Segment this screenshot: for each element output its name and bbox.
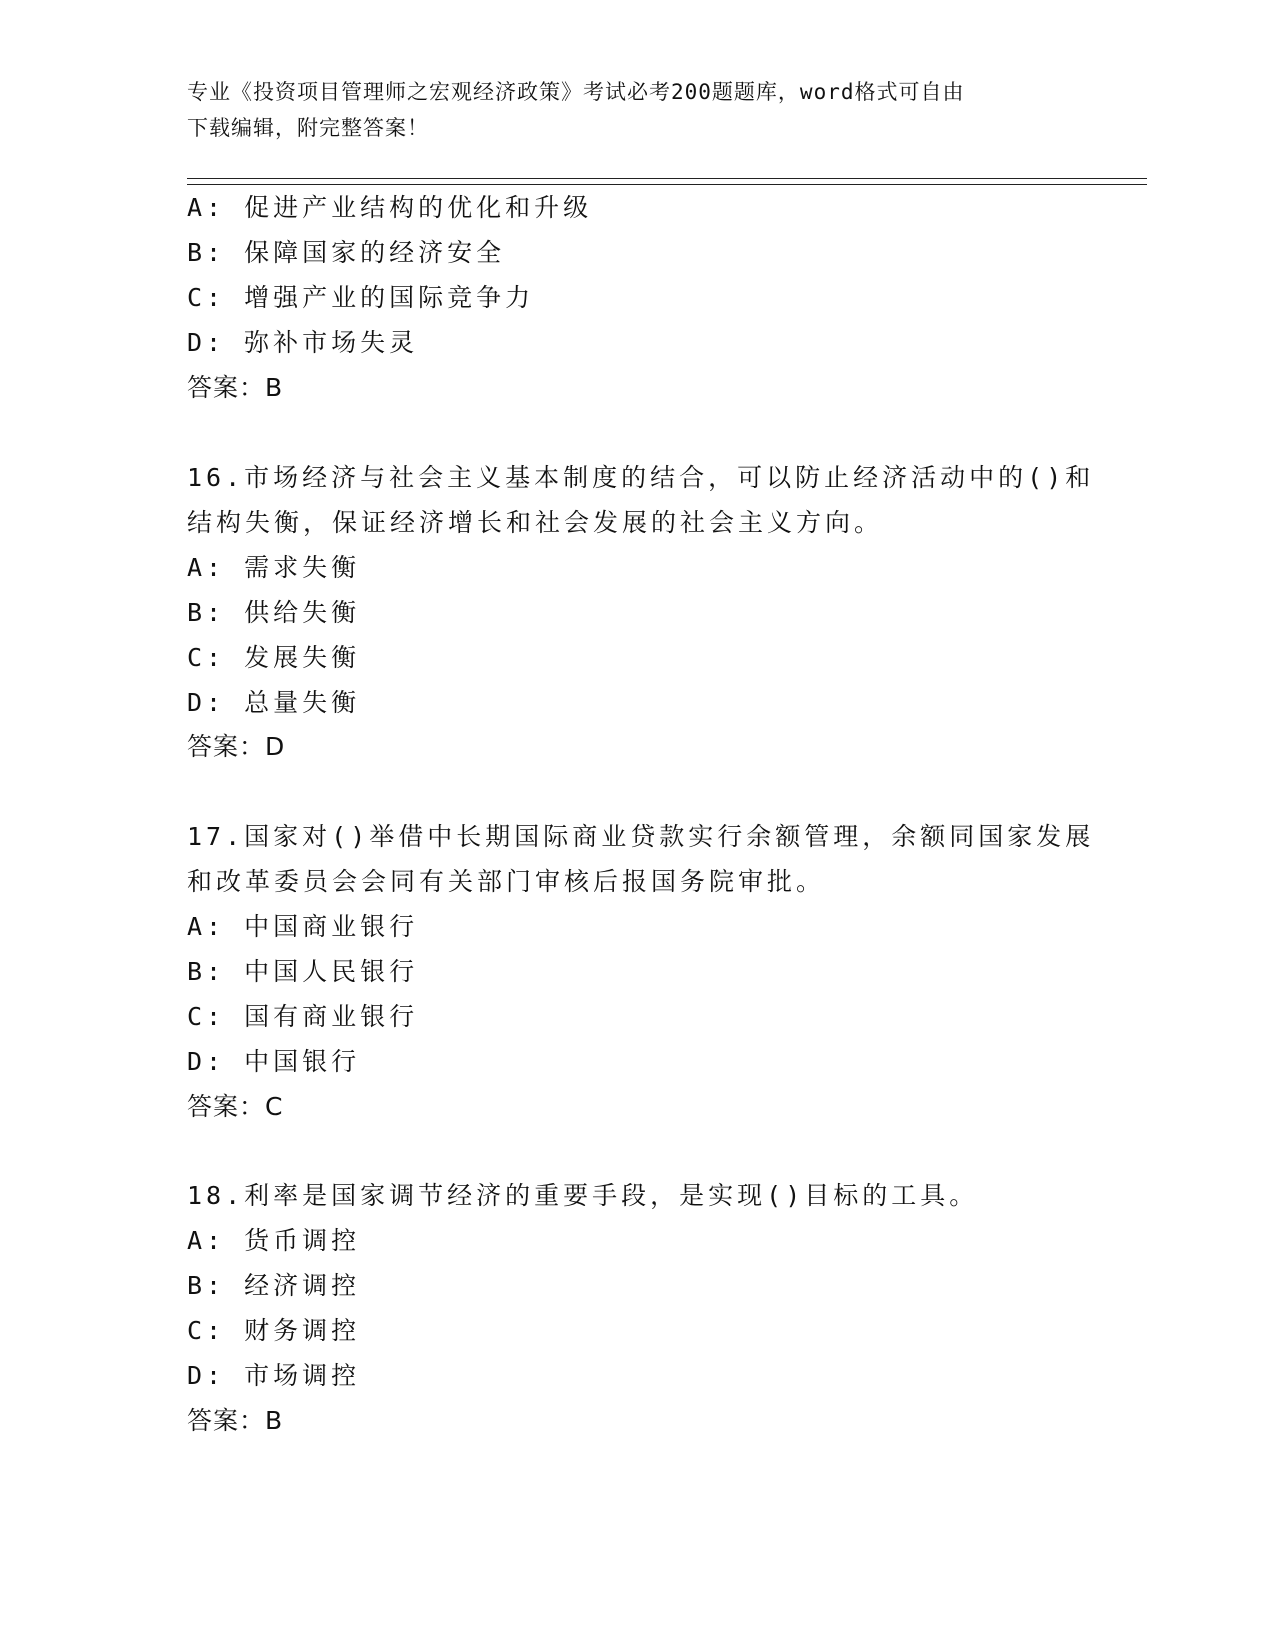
q17-option-c: C: 国有商业银行: [187, 1002, 419, 1031]
header-divider-top: [187, 178, 1147, 179]
document-header: [187, 74, 1067, 146]
q15-answer: 答案：B: [187, 373, 284, 402]
q16-option-d: D: 总量失衡: [187, 688, 361, 717]
q15-option-c: C: 增强产业的国际竞争力: [187, 283, 535, 312]
q16-option-b: B: 供给失衡: [187, 598, 361, 627]
q16-option-c: C: 发展失衡: [187, 643, 361, 672]
q18-option-a: A: 货币调控: [187, 1226, 361, 1255]
q17-option-b: B: 中国人民银行: [187, 957, 419, 986]
q16-answer: 答案：D: [187, 732, 286, 761]
q16-stem-line-2: 结构失衡，保证经济增长和社会发展的社会主义方向。: [187, 508, 884, 537]
q18-option-b: B: 经济调控: [187, 1271, 361, 1300]
header-line-1: 专业《投资项目管理师之宏观经济政策》考试必考200题题库，word格式可自由: [187, 80, 965, 104]
q18-answer: 答案：B: [187, 1406, 284, 1435]
q16-option-a: A: 需求失衡: [187, 553, 361, 582]
q18-stem-line-1: 18.利率是国家调节经济的重要手段，是实现()目标的工具。: [187, 1181, 979, 1210]
q17-answer: 答案：C: [187, 1092, 284, 1121]
q16-stem-line-1: 16.市场经济与社会主义基本制度的结合，可以防止经济活动中的()和: [187, 463, 1095, 492]
q17-option-d: D: 中国银行: [187, 1047, 361, 1076]
q15-option-d: D: 弥补市场失灵: [187, 328, 419, 357]
q15-option-a: A: 促进产业结构的优化和升级: [187, 193, 593, 222]
q18-option-d: D: 市场调控: [187, 1361, 361, 1390]
q15-option-b: B: 保障国家的经济安全: [187, 238, 506, 267]
q17-stem-line-1: 17.国家对()举借中长期国际商业贷款实行余额管理，余额同国家发展: [187, 822, 1095, 851]
q17-option-a: A: 中国商业银行: [187, 912, 419, 941]
header-line-2: 下载编辑，附完整答案！: [187, 116, 429, 140]
header-divider-bottom: [187, 184, 1147, 185]
q17-stem-line-2: 和改革委员会会同有关部门审核后报国务院审批。: [187, 867, 826, 896]
q18-option-c: C: 财务调控: [187, 1316, 361, 1345]
